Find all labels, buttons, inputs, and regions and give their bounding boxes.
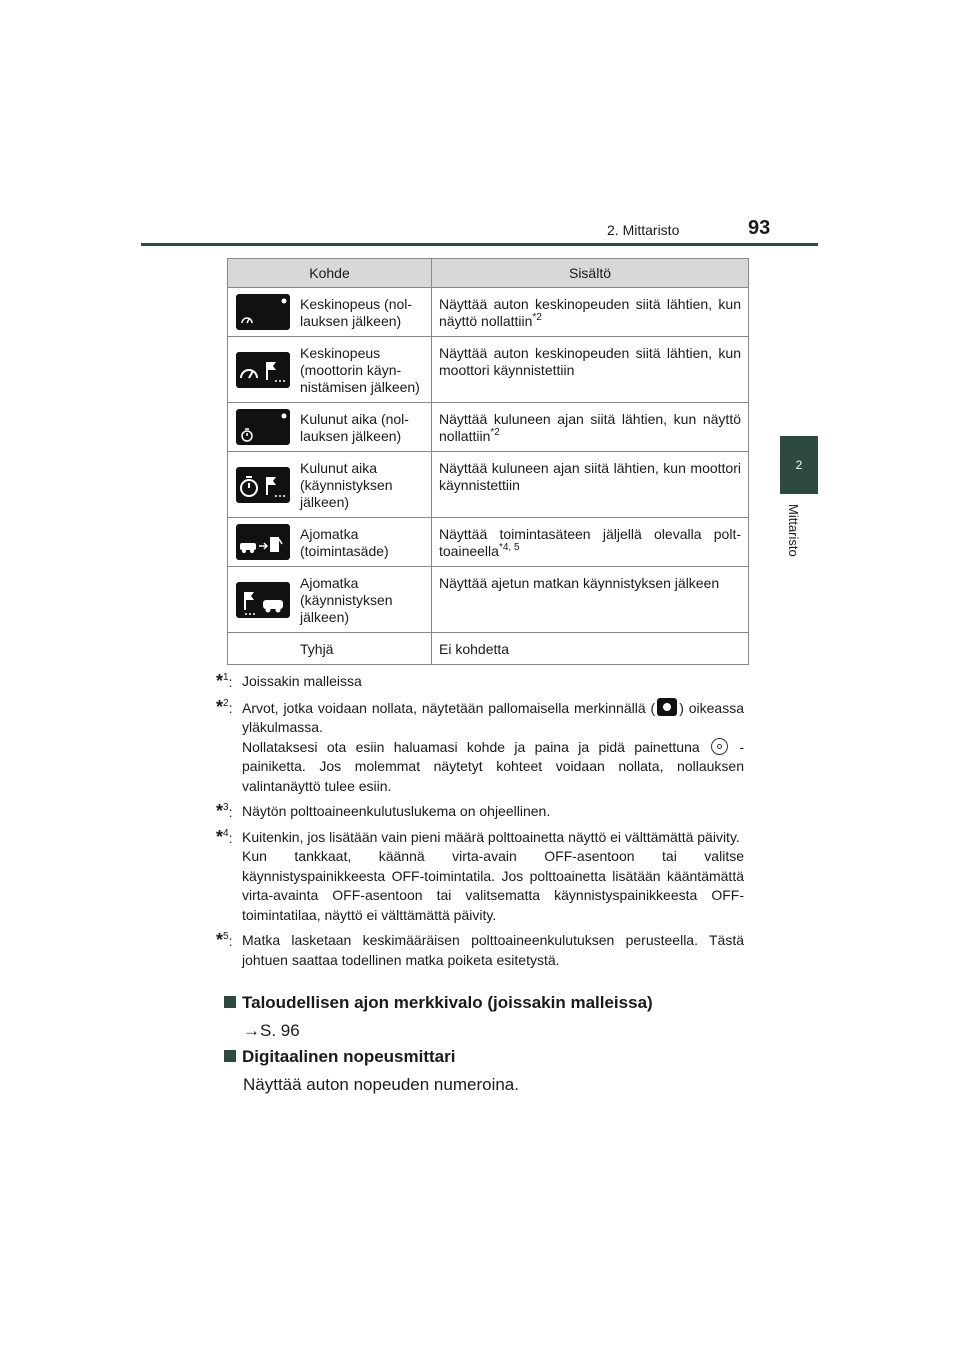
row-description	[432, 337, 749, 403]
description-text: Ei kohdetta	[439, 641, 510, 657]
row-description	[432, 403, 749, 452]
description-text: Näyttää ajetun matkan käynnistyksen jälkeen	[439, 575, 720, 591]
footnote-5: *$^5$: Matka lasketaan keskimääräisen polttoaineenkulutuksen perusteella. Tästä johtuen saattaa todellinen matka poiketa esitetystä.	[216, 930, 744, 968]
section-heading-digital-speedometer: Digitaalinen nopeusmittari	[224, 1047, 455, 1067]
footnote-2: *$^2$: Arvot, jotka voidaan nollata, näytetään pallomaisella merkinnällä ( ) oikeassa yläkulmassa. Nollataksesi ota esiin haluamasi kohde ja paina ja pidä painettuna -painiketta. Jos molemmat näytetyt kohteet voidaan nollata, nollauksen valintanäyttö tulee esiin.	[216, 696, 745, 794]
chapter-label: Mittaristo	[786, 504, 801, 557]
header-rule	[141, 243, 818, 246]
description-text: Näyttää auton keskinopeuden siitä lähtien, kun moottori käynnistettiin	[439, 345, 741, 378]
row-item-name	[296, 633, 432, 665]
footnotes	[216, 672, 744, 976]
item-name-line: Keskinopeus	[300, 345, 381, 361]
section-square-icon	[224, 1050, 236, 1062]
item-name-line: (käynnistyksen	[300, 592, 393, 608]
footnote-reference: *2	[532, 312, 542, 323]
item-name-line: Kulunut aika (nol-	[300, 411, 409, 427]
row-item-name	[296, 567, 432, 633]
row-item-name	[296, 337, 432, 403]
item-name-line: lauksen jälkeen)	[300, 428, 402, 444]
item-name-line: Kulunut aika	[300, 460, 378, 476]
column-header-item: Kohde	[228, 259, 432, 288]
item-name-line: jälkeen)	[300, 609, 350, 625]
elapsed-time-since-start-icon	[236, 467, 290, 503]
row-icon-cell	[228, 518, 297, 567]
average-speed-since-start-icon	[236, 352, 290, 388]
item-name-line: Ajomatka	[300, 526, 359, 542]
row-icon-cell	[228, 403, 297, 452]
table-row	[228, 567, 749, 633]
row-description	[432, 567, 749, 633]
row-icon-cell	[228, 567, 297, 633]
row-icon-cell	[228, 337, 297, 403]
table-row	[228, 403, 749, 452]
footnote-reference: *2	[490, 427, 500, 438]
column-header-content: Sisältö	[432, 259, 749, 288]
row-icon-cell	[228, 633, 297, 665]
section-square-icon	[224, 996, 236, 1008]
table-row	[228, 337, 749, 403]
item-name-line: Keskinopeus (nol-	[300, 296, 413, 312]
reset-button-icon	[711, 738, 728, 755]
footnote-3: *$^3$: Näytön polttoaineenkulutuslukema on ohjeellinen.	[216, 801, 551, 821]
description-text: Näyttää kuluneen ajan siitä lähtien, kun näyttö nollattiin	[439, 411, 741, 444]
table-row	[228, 288, 749, 337]
elapsed-time-since-reset-icon	[236, 409, 290, 445]
driving-range-icon	[236, 524, 290, 560]
description-text: Näyttää toimintasäteen jäljellä olevalla polt-toaineella	[439, 526, 741, 559]
row-icon-cell	[228, 452, 297, 518]
footnote-1: *$^1$: Joissakin malleissa	[216, 671, 362, 691]
chapter-tab: 2	[780, 436, 818, 494]
page-number: 93	[748, 217, 771, 239]
section-body-eco-indicator: →S. 96	[243, 1021, 300, 1040]
description-text: Näyttää auton keskinopeuden siitä lähtien, kun näyttö nollattiin	[439, 296, 741, 329]
item-name-line: Ajomatka	[300, 575, 359, 591]
footnote-reference: *4, 5	[498, 542, 520, 553]
section-title: 2. Mittaristo	[607, 222, 680, 238]
section-heading-eco-indicator: Taloudellisen ajon merkkivalo (joissakin malleissa)	[224, 993, 653, 1013]
average-speed-since-reset-icon	[236, 294, 290, 330]
item-name-line: (toimintasäde)	[300, 543, 389, 559]
row-item-name	[296, 518, 432, 567]
row-item-name	[296, 403, 432, 452]
table-row	[228, 452, 749, 518]
row-description	[432, 452, 749, 518]
item-name-line: (moottorin käyn-	[300, 362, 402, 378]
row-item-name	[296, 452, 432, 518]
item-name-line: (käynnistyksen	[300, 477, 393, 493]
row-item-name	[296, 288, 432, 337]
row-description	[432, 288, 749, 337]
footnote-4: *$^4$: Kuitenkin, jos lisätään vain pieni määrä polttoainetta näyttö ei välttämättä päivity. Kun tankkaat, käännä virta-avain OFF-asentoon tai valitse käynnistyspainikkeesta OFF-toimintatila. Jos polttoainetta lisätään kääntämättä virta-avainta OFF-asentoon tai valitsematta käynnistyspainikkeesta OFF-toimintatilaa, näyttö ei välttämättä päivity.	[216, 826, 744, 923]
distance-since-start-icon	[236, 582, 290, 618]
display-items-table	[227, 258, 749, 665]
item-name-line: jälkeen)	[300, 494, 350, 510]
description-text: Näyttää kuluneen ajan siitä lähtien, kun moottori käynnistettiin	[439, 460, 741, 493]
item-name-line: nistämisen jälkeen)	[300, 379, 420, 395]
item-name-line: lauksen jälkeen)	[300, 313, 402, 329]
table-row	[228, 518, 749, 567]
row-icon-cell	[228, 288, 297, 337]
section-body-digital-speedometer: Näyttää auton nopeuden numeroina.	[243, 1075, 519, 1094]
item-name-line: Tyhjä	[300, 641, 334, 657]
reset-ball-marker-icon	[657, 698, 677, 716]
table-row	[228, 633, 749, 665]
row-description	[432, 633, 749, 665]
row-description	[432, 518, 749, 567]
